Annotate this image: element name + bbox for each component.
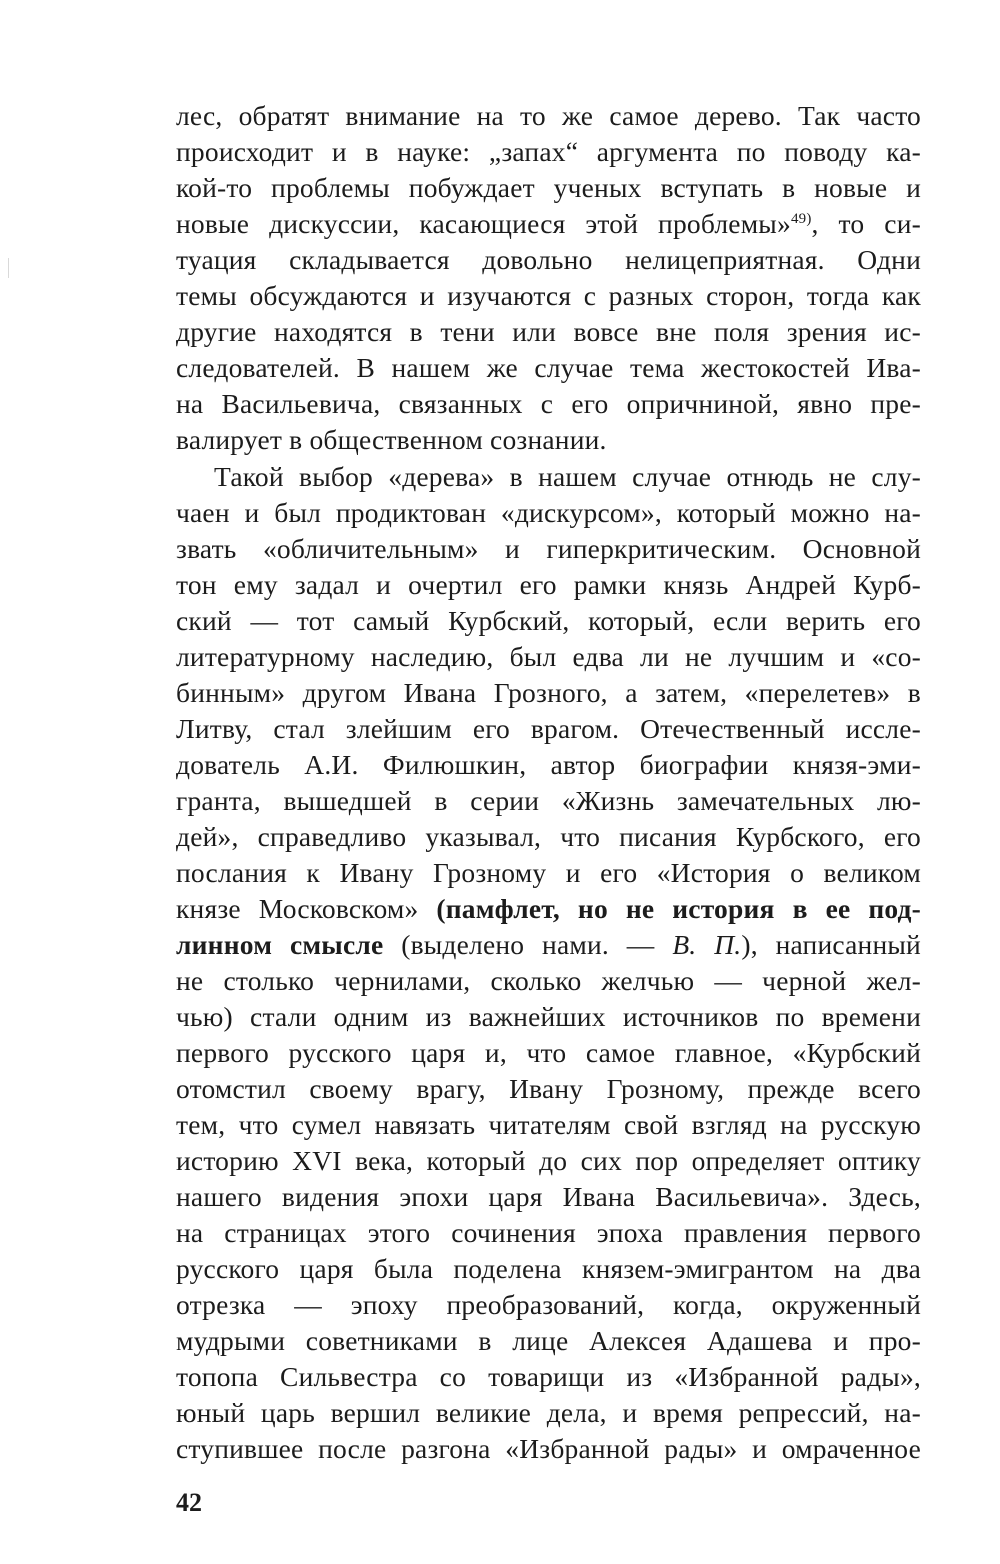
text-line: чаен и был продиктован «дискурсом», который можно на- (176, 497, 921, 528)
text-line: на Васильевича, связанных с его опричниной, явно пре- (176, 388, 921, 419)
text-line: дователь А.И. Филюшкин, автор биографии князя-эми- (176, 749, 921, 780)
text-line (176, 892, 921, 925)
text-line: отрезка — эпоху преобразований, когда, окруженный (176, 1289, 921, 1320)
text-line: не столько чернилами, сколько желчью — черной жел- (176, 965, 921, 996)
text-line: темы обсуждаются и изучаются с разных сторон, тогда как (176, 280, 921, 311)
text-line: следователей. В нашем же случае тема жестокостей Ива- (176, 352, 921, 383)
emphasized-text: (памфлет, но не история в ее под- (436, 893, 921, 924)
text-line: туация складывается довольно нелицеприятная. Одни (176, 244, 921, 275)
text-line: историю XVI века, который до сих пор определяет оптику (176, 1145, 921, 1176)
text-line: на страницах этого сочинения эпоха правления первого (176, 1217, 921, 1248)
text-segment: , то си- (811, 208, 921, 239)
author-initials: В. П. (672, 929, 742, 960)
text-line: тон ему задал и очертил его рамки князь Андрей Курб- (176, 569, 921, 600)
text-line: послания к Ивану Грозному и его «История о великом (176, 857, 921, 888)
text-line: валирует в общественном сознании. (176, 424, 607, 455)
text-line: литературному наследию, был едва ли не лучшим и «со- (176, 641, 921, 672)
footnote-reference: 49) (790, 210, 812, 227)
text-line: чью) стали одним из важнейших источников по времени (176, 1001, 921, 1032)
text-segment: князе Московском» (176, 893, 437, 924)
scan-edge-mark (8, 258, 9, 278)
text-segment: новые дискуссии, касающиеся этой проблемы» (176, 208, 791, 239)
text-line: звать «обличительным» и гиперкритическим. Основной (176, 533, 921, 564)
page-number: 42 (176, 1488, 202, 1517)
text-line: Литву, стал злейшим его врагом. Отечественный иссле- (176, 713, 921, 744)
text-segment: ), написанный (741, 929, 921, 960)
text-line: кой-то проблемы побуждает ученых вступать в новые и (176, 172, 921, 203)
text-line: происходит и в науке: „запах“ аргумента по поводу ка- (176, 136, 921, 167)
text-line: топопа Сильвестра со товарищи из «Избранной рады», (176, 1361, 921, 1392)
text-line: нашего видения эпохи царя Ивана Васильевича». Здесь, (176, 1181, 921, 1212)
text-segment: (выделено нами. — (383, 929, 673, 960)
text-line: гранта, вышедшей в серии «Жизнь замечательных лю- (176, 785, 921, 816)
text-line: лес, обратят внимание на то же самое дерево. Так часто (176, 100, 921, 131)
text-line: тем, что сумел навязать читателям свой взгляд на русскую (176, 1109, 921, 1140)
text-line (176, 928, 921, 961)
text-line: дей», справедливо указывал, что писания Курбского, его (176, 821, 921, 852)
text-line (176, 207, 921, 240)
emphasized-text: линном смысле (176, 929, 384, 960)
text-line: другие находятся в тени или вовсе вне поля зрения ис- (176, 316, 921, 347)
text-line: первого русского царя и, что самое главное, «Курбский (176, 1037, 921, 1068)
text-line: юный царь вершил великие дела, и время репрессий, на- (176, 1397, 921, 1428)
text-line: русского царя была поделена князем-эмигрантом на два (176, 1253, 921, 1284)
text-line: отомстил своему врагу, Ивану Грозному, прежде всего (176, 1073, 921, 1104)
text-line: мудрыми советниками в лице Алексея Адашева и про- (176, 1325, 921, 1356)
text-line: бинным» другом Ивана Грозного, а затем, «перелетев» в (176, 677, 921, 708)
text-line: ский — тот самый Курбский, который, если верить его (176, 605, 921, 636)
text-line: Такой выбор «дерева» в нашем случае отнюдь не слу- (214, 461, 921, 492)
text-line: ступившее после разгона «Избранной рады» и омраченное (176, 1433, 921, 1464)
